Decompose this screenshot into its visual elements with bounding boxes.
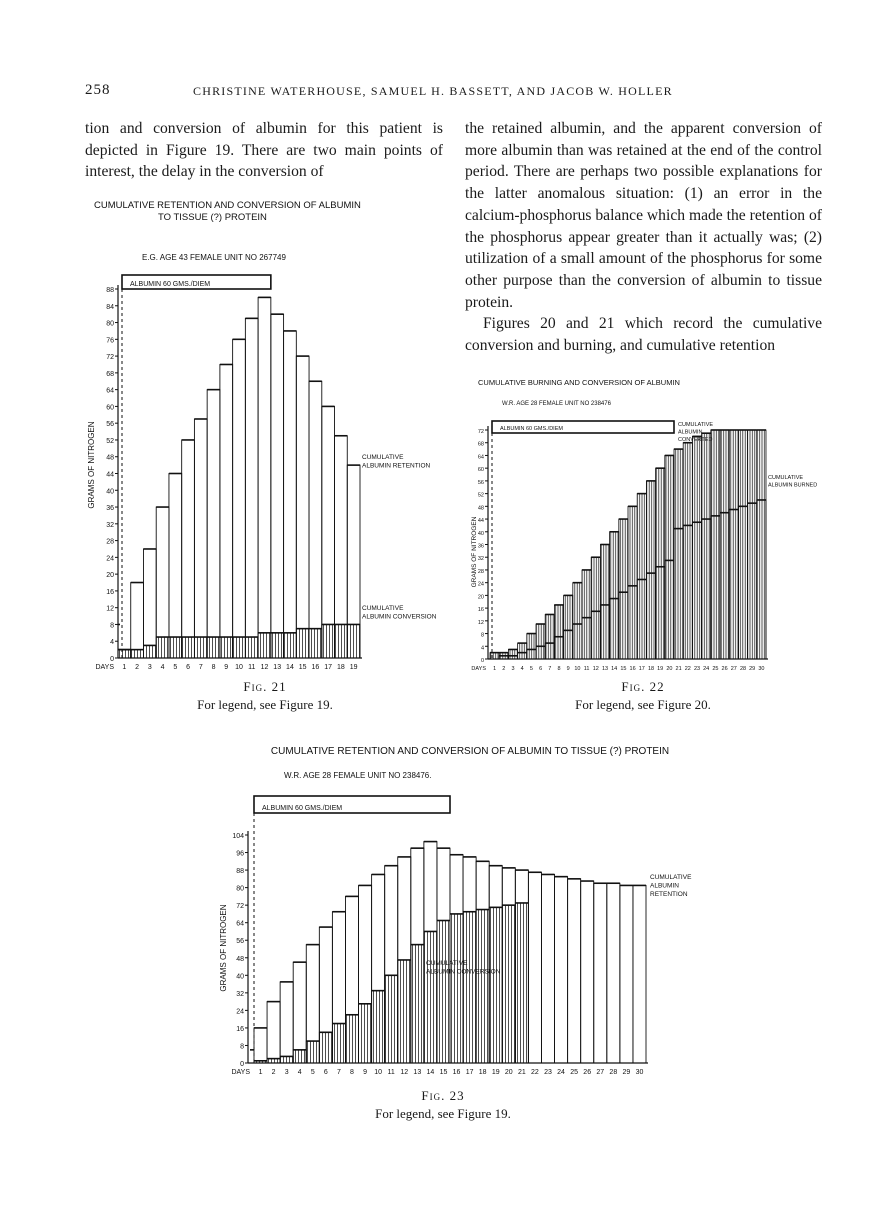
fig21-series-label-2: CUMULATIVE (362, 605, 404, 612)
fig22-x-tick-label: 25 (712, 666, 719, 672)
fig22-x-tick-label: 17 (638, 666, 645, 672)
fig23-y-tick-label: 48 (236, 955, 244, 963)
figure-23-chart (210, 738, 730, 1078)
fig23-bar-hatched (359, 1004, 372, 1063)
fig23-y-tick-label: 72 (236, 903, 244, 911)
fig23-bar-open (280, 982, 293, 1063)
fig21-y-tick-label: 64 (106, 387, 114, 395)
fig21-y-tick-label: 16 (106, 588, 114, 596)
fig21-bar-open (258, 297, 271, 658)
fig22-bar-hatched (748, 430, 757, 659)
fig22-x-tick-label: 16 (629, 666, 636, 672)
fig22-bar-hatched (554, 605, 563, 659)
right-column-text (465, 118, 822, 357)
fig21-y-tick-label: 4 (110, 639, 114, 647)
fig22-y-tick-label: 0 (480, 658, 484, 664)
fig23-y-tick-label: 56 (236, 938, 244, 946)
fig21-bar-open (207, 390, 220, 658)
fig23-bar-open (620, 885, 633, 1063)
fig23-bar-open (633, 885, 646, 1063)
fig23-x-tick-label: 13 (413, 1069, 422, 1076)
fig23-x-tick-label: 12 (400, 1069, 409, 1076)
fig23-bar-hatched (319, 1032, 332, 1063)
figure-23-caption (328, 1087, 558, 1123)
fig21-x-tick-label: 7 (198, 664, 203, 671)
fig23-x-tick-label: 16 (452, 1069, 461, 1076)
fig21-title-line-1: CUMULATIVE RETENTION AND CONVERSION OF ALBUMIN (94, 200, 361, 211)
figure-22-chart (468, 372, 828, 672)
fig21-y-tick-label: 52 (106, 437, 114, 445)
fig23-bar-hatched (332, 1024, 345, 1063)
fig21-x-tick-label: 5 (173, 664, 178, 671)
fig21-bar-hatched (169, 637, 182, 658)
fig22-y-tick-label: 8 (480, 632, 484, 639)
fig22-y-tick-label: 28 (477, 568, 484, 575)
right-paragraph-1: the retained albumin, and the apparent conversion of more albumin than was retained at the end of the control period. There are perhaps two possible explanations for the latter anomalous situation: (1) an error in the calcium-phosphorus balance which made the retention of the phosphorus appear greater than it actually was; (2) utilization of a small amount of the phosphorus for some other purpose than the conversion of albumin to tissue protein. (465, 120, 822, 311)
fig23-y-tick-label: 24 (236, 1008, 244, 1016)
fig21-bar-hatched (194, 637, 207, 658)
fig22-x-tick-label: 18 (647, 666, 655, 672)
fig22-y-tick-label: 24 (477, 581, 484, 588)
fig21-bar-hatched (271, 633, 284, 658)
fig22-y-tick-label: 72 (477, 429, 484, 435)
fig21-x-tick-label: 13 (273, 664, 282, 671)
fig21-period-label: ALBUMIN 60 GMS./DIEM (130, 281, 211, 288)
fig21-y-tick-label: 56 (106, 421, 114, 429)
fig21-x-tick-label: 4 (160, 664, 165, 671)
fig21-y-tick-label: 20 (106, 572, 114, 580)
fig21-y-tick-label: 12 (106, 605, 114, 613)
fig21-y-tick-label: 88 (106, 287, 114, 294)
figure-22-caption (508, 678, 778, 714)
fig21-x-tick-label: 9 (224, 664, 229, 671)
fig22-x-tick-label: 8 (557, 666, 561, 672)
fig23-bar-open (528, 872, 541, 1063)
fig21-bar-open (322, 406, 335, 658)
fig22-bar-hatched (564, 595, 573, 659)
figure-23 (210, 738, 730, 1078)
fig22-y-tick-label: 4 (480, 645, 484, 652)
fig21-bar-hatched (309, 629, 322, 658)
fig22-x-tick-label: 6 (539, 666, 543, 672)
fig22-x-tick-label: 27 (730, 666, 737, 672)
fig23-bar-hatched (372, 991, 385, 1063)
fig21-bar-hatched (322, 624, 335, 658)
fig22-x-tick-label: 7 (548, 666, 552, 672)
fig22-bar-hatched (573, 583, 582, 659)
fig23-x-tick-label: 22 (531, 1069, 539, 1076)
fig22-bar-hatched (545, 614, 554, 659)
fig22-subtitle: W.R. AGE 28 FEMALE UNIT NO 238476 (502, 401, 611, 407)
fig23-bar-open (254, 1028, 267, 1063)
fig23-bar-hatched (306, 1041, 319, 1063)
fig21-title-line-2: TO TISSUE (?) PROTEIN (158, 212, 267, 223)
fig21-y-tick-label: 68 (106, 370, 114, 378)
fig23-x-tick-label: 29 (622, 1069, 631, 1076)
fig22-x-tick-label: 21 (675, 666, 682, 672)
fig23-x-tick-label: 4 (297, 1069, 302, 1076)
fig22-y-tick-label: 60 (477, 467, 484, 474)
fig21-bar-hatched (258, 633, 271, 658)
fig21-y-tick-label: 84 (106, 303, 114, 311)
fig22-bar-hatched (628, 506, 637, 659)
fig21-y-tick-label: 80 (106, 320, 114, 328)
fig22-series-label-2: ALBUMIN BURNED (768, 482, 818, 489)
fig22-series-label-1: ALBUMIN (678, 429, 703, 436)
figure-21-caption (130, 678, 400, 714)
fig21-x-tick-label: 8 (211, 664, 216, 671)
fig22-title-line-1: CUMULATIVE BURNING AND CONVERSION OF ALBUMIN (478, 378, 680, 387)
fig21-y-tick-label: 60 (106, 404, 114, 412)
fig22-series-label-2: CUMULATIVE (768, 475, 804, 481)
fig21-y-tick-label: 24 (106, 555, 114, 563)
fig22-bar-hatched (637, 494, 646, 659)
fig22-bar-hatched (738, 430, 747, 659)
fig23-x-tick-label: 23 (544, 1069, 552, 1076)
fig23-x-tick-label: 26 (583, 1069, 592, 1076)
fig23-y-tick-label: 16 (236, 1025, 244, 1033)
fig21-bar-hatched (347, 624, 360, 658)
fig21-y-tick-label: 40 (106, 488, 114, 496)
fig22-bar-hatched (692, 436, 701, 659)
fig22-y-tick-label: 52 (477, 492, 484, 499)
fig23-bar-hatched (293, 1050, 306, 1063)
fig23-x-tick-label: 21 (517, 1069, 526, 1076)
fig22-x-tick-label: 15 (620, 666, 627, 672)
fig21-x-tick-label: 2 (135, 664, 140, 671)
fig23-bar-hatched (463, 912, 476, 1063)
fig21-y-tick-label: 76 (106, 337, 114, 345)
fig22-x-tick-label: 20 (666, 666, 673, 672)
fig21-x-tick-label: 3 (147, 664, 152, 671)
fig23-bar-hatched (489, 907, 502, 1063)
fig22-x-tick-label: 28 (739, 666, 747, 672)
fig21-x-tick-label: 16 (311, 664, 320, 671)
fig23-x-tick-label: 18 (478, 1069, 487, 1076)
fig21-x-tick-label: 18 (336, 664, 345, 671)
fig22-x-tick-label: 4 (520, 666, 524, 672)
fig23-x-tick-label: 2 (271, 1069, 276, 1076)
fig23-x-tick-label: 10 (374, 1069, 383, 1076)
fig23-x-tick-label: 1 (258, 1069, 263, 1076)
fig21-bar-hatched (245, 637, 258, 658)
fig22-bar-hatched (720, 430, 729, 659)
fig21-bar-open (271, 314, 284, 658)
fig21-bar-hatched (220, 637, 233, 658)
fig21-y-axis-label: GRAMS OF NITROGEN (87, 421, 96, 509)
fig23-y-tick-label: 40 (236, 973, 244, 981)
fig23-x-tick-label: 14 (426, 1069, 435, 1076)
figure-21-label: Fig. 21 (243, 679, 287, 694)
fig22-y-axis-label: GRAMS OF NITROGEN (471, 516, 478, 588)
fig23-bar-open (594, 883, 607, 1063)
fig21-bar-open (143, 549, 156, 658)
fig23-series-label-1: CUMULATIVE (650, 874, 692, 881)
fig23-bar-hatched (424, 931, 437, 1063)
fig21-bar-open (220, 364, 233, 658)
fig21-x-tick-label: 11 (248, 664, 256, 671)
fig22-x-tick-label: 30 (758, 666, 765, 672)
fig22-x-tick-label: 19 (657, 666, 664, 672)
fig22-bar-hatched (646, 481, 655, 659)
fig23-y-tick-label: 104 (232, 833, 244, 840)
fig21-bar-hatched (284, 633, 297, 658)
fig22-x-tick-label: 29 (749, 666, 756, 672)
fig21-y-tick-label: 72 (106, 354, 114, 362)
fig23-x-axis-label: DAYS (231, 1069, 250, 1076)
figure-21 (88, 195, 448, 670)
fig23-y-tick-label: 8 (240, 1043, 244, 1051)
fig22-bar-hatched (582, 570, 591, 659)
figure-21-chart (88, 195, 448, 670)
fig23-bar-open (555, 877, 568, 1063)
fig23-y-tick-label: 96 (236, 850, 244, 858)
fig22-x-tick-label: 26 (721, 666, 728, 672)
figure-21-legend-ref: For legend, see Figure 19. (197, 697, 333, 712)
figure-22-legend-ref: For legend, see Figure 20. (575, 697, 711, 712)
fig22-series-label-1: CUMULATIVE (678, 422, 714, 428)
fig23-series-label-1: ALBUMIN (650, 882, 679, 890)
figure-23-label: Fig. 23 (421, 1088, 465, 1103)
fig23-bar-hatched (476, 910, 489, 1063)
fig22-bar-hatched (518, 643, 527, 659)
fig23-bar-hatched (502, 905, 515, 1063)
fig23-y-tick-label: 0 (240, 1061, 244, 1068)
fig22-series-label-1: CONVERTED (678, 437, 713, 443)
fig22-y-tick-label: 16 (477, 607, 484, 614)
fig21-x-tick-label: 1 (122, 664, 127, 671)
fig21-y-tick-label: 48 (106, 454, 114, 462)
right-paragraph-2: Figures 20 and 21 which record the cumulative conversion and burning, and cumulative retention (465, 315, 822, 355)
fig23-x-tick-label: 6 (323, 1069, 328, 1076)
fig22-bar-hatched (757, 430, 766, 659)
fig21-bar-hatched (207, 637, 220, 658)
fig22-x-tick-label: 2 (502, 666, 506, 672)
fig23-y-tick-label: 88 (236, 868, 244, 876)
fig22-bar-hatched (729, 430, 738, 659)
fig23-title-line-1: CUMULATIVE RETENTION AND CONVERSION OF ALBUMIN TO TISSUE (?) PROTEIN (270, 746, 670, 757)
fig22-x-tick-label: 22 (684, 666, 691, 672)
fig23-bar-open (607, 883, 620, 1063)
fig22-bar-hatched (610, 532, 619, 659)
fig22-y-tick-label: 64 (477, 454, 484, 461)
fig21-bar-hatched (118, 650, 131, 658)
fig21-y-tick-label: 44 (106, 471, 114, 479)
fig21-y-tick-label: 32 (106, 521, 114, 529)
fig23-bar-hatched (398, 960, 411, 1063)
fig22-x-axis-label: DAYS (471, 666, 486, 672)
fig21-series-label-1: CUMULATIVE (362, 454, 404, 461)
fig22-bar-hatched (674, 449, 683, 659)
fig23-x-tick-label: 30 (635, 1069, 644, 1076)
fig21-bar-hatched (233, 637, 246, 658)
fig23-bar-hatched (385, 975, 398, 1063)
fig22-bar-hatched (600, 545, 609, 660)
fig22-y-tick-label: 68 (477, 441, 484, 448)
fig22-period-label: ALBUMIN 60 GMS./DIEM (500, 426, 563, 432)
fig21-x-tick-label: 12 (260, 664, 269, 671)
fig21-bar-hatched (296, 629, 309, 658)
fig21-x-tick-label: 17 (324, 664, 333, 671)
fig22-bar-hatched (665, 455, 674, 659)
fig21-bar-open (245, 318, 258, 658)
fig23-bar-open (293, 962, 306, 1063)
fig22-x-tick-label: 14 (611, 666, 618, 672)
fig21-subtitle: E.G. AGE 43 FEMALE UNIT NO 267749 (142, 253, 286, 262)
fig21-x-tick-label: 14 (286, 664, 294, 671)
fig22-bar-hatched (711, 430, 720, 659)
fig22-bar-hatched (619, 519, 628, 659)
fig23-x-tick-label: 3 (284, 1069, 289, 1076)
fig23-series-label-2: ALBUMIN CONVERSION (426, 968, 501, 976)
fig21-bar-hatched (131, 650, 144, 658)
fig22-y-tick-label: 48 (477, 505, 484, 512)
fig22-y-tick-label: 32 (477, 556, 484, 563)
fig23-y-tick-label: 64 (236, 920, 244, 928)
fig23-bar-hatched (345, 1015, 358, 1063)
fig23-bar-open (568, 879, 581, 1063)
fig22-x-tick-label: 11 (583, 666, 590, 672)
fig21-bar-open (169, 474, 182, 659)
fig22-x-tick-label: 5 (529, 666, 533, 672)
fig23-x-tick-label: 11 (387, 1069, 395, 1076)
fig21-y-tick-label: 0 (110, 656, 114, 663)
fig21-x-tick-label: 15 (298, 664, 307, 671)
left-column-text (85, 118, 443, 183)
fig21-series-label-1: ALBUMIN RETENTION (362, 462, 431, 470)
fig23-x-tick-label: 9 (363, 1069, 368, 1076)
fig21-bar-open (284, 331, 297, 658)
fig21-bar-hatched (156, 637, 169, 658)
fig21-bar-open (182, 440, 195, 658)
fig23-x-tick-label: 7 (336, 1069, 341, 1076)
fig22-bar-hatched (683, 443, 692, 659)
fig21-bar-hatched (143, 645, 156, 658)
fig23-x-tick-label: 15 (439, 1069, 448, 1076)
fig21-bar-open (296, 356, 309, 658)
fig23-x-tick-label: 27 (596, 1069, 605, 1076)
fig21-x-axis-label: DAYS (95, 664, 114, 671)
fig22-bar-hatched (591, 557, 600, 659)
fig23-bar-hatched (450, 914, 463, 1063)
fig22-x-tick-label: 1 (493, 666, 497, 672)
fig23-x-tick-label: 24 (557, 1069, 565, 1076)
fig21-x-tick-label: 6 (186, 664, 191, 671)
fig22-x-tick-label: 3 (511, 666, 515, 672)
fig21-bar-hatched (335, 624, 348, 658)
fig21-bar-open (233, 339, 246, 658)
fig23-x-tick-label: 17 (465, 1069, 474, 1076)
fig23-y-tick-label: 80 (236, 885, 244, 893)
fig23-series-label-1: RETENTION (650, 891, 688, 898)
fig21-y-tick-label: 28 (106, 538, 114, 546)
fig23-bar-open (581, 881, 594, 1063)
fig22-x-tick-label: 13 (601, 666, 609, 672)
fig23-x-tick-label: 8 (350, 1069, 354, 1076)
figure-23-legend-ref: For legend, see Figure 19. (375, 1106, 511, 1121)
fig21-bar-hatched (182, 637, 195, 658)
left-paragraph: tion and conversion of albumin for this patient is depicted in Figure 19. There are two main points of interest, the delay in the conversion of (85, 120, 443, 181)
fig21-x-tick-label: 10 (235, 664, 243, 671)
fig22-y-tick-label: 40 (477, 530, 484, 537)
figure-22-label: Fig. 22 (621, 679, 665, 694)
fig21-bar-open (131, 583, 144, 658)
fig22-x-tick-label: 23 (693, 666, 701, 672)
fig23-bar-open (541, 874, 554, 1063)
fig22-bar-hatched (656, 468, 665, 659)
fig23-x-tick-label: 19 (491, 1069, 500, 1076)
fig21-bar-open (309, 381, 322, 658)
figure-22 (468, 372, 828, 672)
fig21-y-tick-label: 8 (110, 622, 114, 630)
fig23-y-axis-label: GRAMS OF NITROGEN (219, 904, 228, 992)
fig22-x-tick-label: 9 (566, 666, 570, 672)
fig22-x-tick-label: 10 (574, 666, 581, 672)
fig23-subtitle: W.R. AGE 28 FEMALE UNIT NO 238476. (284, 771, 432, 780)
fig21-y-tick-label: 36 (106, 505, 114, 513)
fig22-y-tick-label: 20 (477, 594, 484, 601)
fig22-x-tick-label: 12 (592, 666, 599, 672)
fig22-bar-hatched (536, 624, 545, 659)
fig23-bar-hatched (411, 945, 424, 1063)
fig23-x-tick-label: 20 (504, 1069, 513, 1076)
page-number: 258 (85, 82, 111, 98)
fig23-y-tick-label: 32 (236, 990, 244, 998)
fig22-y-tick-label: 36 (477, 543, 484, 550)
fig23-bar-hatched (280, 1056, 293, 1063)
fig21-bar-open (194, 419, 207, 658)
fig22-y-tick-label: 44 (477, 518, 484, 525)
fig22-bar-hatched (508, 649, 517, 659)
fig23-bar-open (267, 1002, 280, 1063)
fig21-bar-open (156, 507, 169, 658)
fig21-series-label-2: ALBUMIN CONVERSION (362, 613, 437, 621)
fig23-period-label: ALBUMIN 60 GMS./DIEM (262, 805, 343, 812)
fig22-x-tick-label: 24 (703, 666, 710, 672)
fig23-series-label-2: CUMULATIVE (426, 960, 468, 967)
fig22-bar-hatched (490, 653, 499, 659)
author-line: CHRISTINE WATERHOUSE, SAMUEL H. BASSETT, AND JACOB W. HOLLER (193, 84, 673, 98)
fig23-bar-hatched (437, 921, 450, 1064)
fig22-y-tick-label: 56 (477, 479, 484, 486)
fig23-bar-hatched (515, 903, 528, 1063)
fig22-y-tick-label: 12 (477, 619, 484, 626)
fig23-x-tick-label: 28 (609, 1069, 618, 1076)
fig22-bar-hatched (702, 433, 711, 659)
fig22-bar-hatched (527, 634, 536, 659)
fig21-x-tick-label: 19 (349, 664, 358, 671)
fig23-x-tick-label: 5 (310, 1069, 315, 1076)
fig23-x-tick-label: 25 (570, 1069, 579, 1076)
